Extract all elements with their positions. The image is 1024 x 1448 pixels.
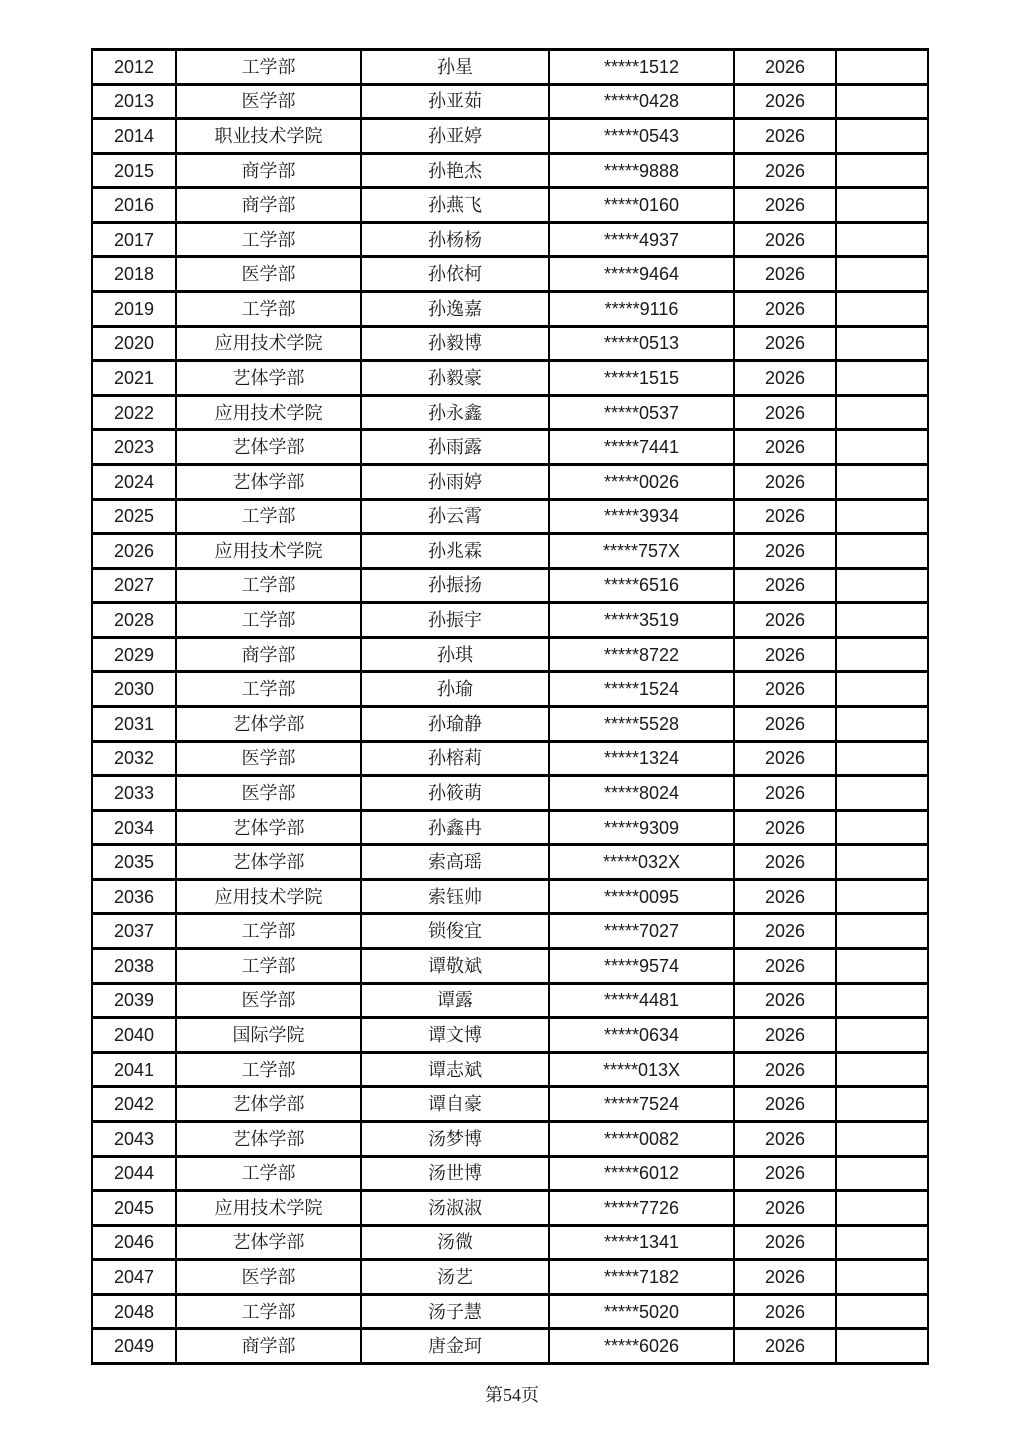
id-cell: *****757X xyxy=(549,534,734,569)
seq-cell: 2048 xyxy=(92,1294,176,1329)
table-row xyxy=(92,810,928,845)
year-cell: 2026 xyxy=(734,1260,836,1295)
year-cell: 2026 xyxy=(734,949,836,984)
id-cell: *****0634 xyxy=(549,1018,734,1053)
department-cell: 工学部 xyxy=(176,499,361,534)
id-cell: *****032X xyxy=(549,845,734,880)
id-cell: *****1324 xyxy=(549,741,734,776)
year-cell: 2026 xyxy=(734,1018,836,1053)
empty-cell xyxy=(836,464,928,499)
year-cell: 2026 xyxy=(734,430,836,465)
table-row xyxy=(92,879,928,914)
year-cell: 2026 xyxy=(734,326,836,361)
year-cell: 2026 xyxy=(734,1121,836,1156)
empty-cell xyxy=(836,741,928,776)
seq-cell: 2030 xyxy=(92,672,176,707)
page-number: 第54页 xyxy=(485,1385,539,1405)
id-cell: *****0160 xyxy=(549,188,734,223)
table-row xyxy=(92,1018,928,1053)
name-cell: 汤子慧 xyxy=(361,1294,549,1329)
table-row xyxy=(92,326,928,361)
seq-cell: 2014 xyxy=(92,119,176,154)
department-cell: 艺体学部 xyxy=(176,361,361,396)
id-cell: *****0513 xyxy=(549,326,734,361)
department-cell: 应用技术学院 xyxy=(176,395,361,430)
id-cell: *****9464 xyxy=(549,257,734,292)
document-page-body xyxy=(91,48,929,1365)
table-row xyxy=(92,499,928,534)
table-row xyxy=(92,395,928,430)
department-cell: 工学部 xyxy=(176,914,361,949)
year-cell: 2026 xyxy=(734,914,836,949)
name-cell: 孙燕飞 xyxy=(361,188,549,223)
table-row xyxy=(92,1156,928,1191)
id-cell: *****1512 xyxy=(549,50,734,85)
empty-cell xyxy=(836,326,928,361)
empty-cell xyxy=(836,1329,928,1364)
name-cell: 孙榕莉 xyxy=(361,741,549,776)
department-cell: 应用技术学院 xyxy=(176,534,361,569)
year-cell: 2026 xyxy=(734,153,836,188)
id-cell: *****0082 xyxy=(549,1121,734,1156)
year-cell: 2026 xyxy=(734,1294,836,1329)
id-cell: *****9116 xyxy=(549,292,734,327)
department-cell: 艺体学部 xyxy=(176,810,361,845)
department-cell: 艺体学部 xyxy=(176,464,361,499)
seq-cell: 2043 xyxy=(92,1121,176,1156)
year-cell: 2026 xyxy=(734,1156,836,1191)
id-cell: *****7441 xyxy=(549,430,734,465)
table-row xyxy=(92,1294,928,1329)
empty-cell xyxy=(836,1121,928,1156)
department-cell: 工学部 xyxy=(176,50,361,85)
id-cell: *****1515 xyxy=(549,361,734,396)
name-cell: 唐金珂 xyxy=(361,1329,549,1364)
seq-cell: 2015 xyxy=(92,153,176,188)
student-roster-table xyxy=(91,48,929,1365)
empty-cell xyxy=(836,1156,928,1191)
id-cell: *****0428 xyxy=(549,84,734,119)
name-cell: 孙振扬 xyxy=(361,568,549,603)
year-cell: 2026 xyxy=(734,1052,836,1087)
name-cell: 孙雨露 xyxy=(361,430,549,465)
id-cell: *****1341 xyxy=(549,1225,734,1260)
seq-cell: 2013 xyxy=(92,84,176,119)
table-row xyxy=(92,776,928,811)
year-cell: 2026 xyxy=(734,983,836,1018)
seq-cell: 2035 xyxy=(92,845,176,880)
seq-cell: 2044 xyxy=(92,1156,176,1191)
name-cell: 汤艺 xyxy=(361,1260,549,1295)
table-row xyxy=(92,119,928,154)
empty-cell xyxy=(836,1018,928,1053)
department-cell: 工学部 xyxy=(176,603,361,638)
seq-cell: 2016 xyxy=(92,188,176,223)
table-row xyxy=(92,1052,928,1087)
department-cell: 应用技术学院 xyxy=(176,879,361,914)
seq-cell: 2025 xyxy=(92,499,176,534)
id-cell: *****4481 xyxy=(549,983,734,1018)
table-row xyxy=(92,188,928,223)
seq-cell: 2023 xyxy=(92,430,176,465)
name-cell: 孙雨婷 xyxy=(361,464,549,499)
empty-cell xyxy=(836,706,928,741)
name-cell: 孙依柯 xyxy=(361,257,549,292)
seq-cell: 2027 xyxy=(92,568,176,603)
name-cell: 汤淑淑 xyxy=(361,1191,549,1226)
seq-cell: 2020 xyxy=(92,326,176,361)
empty-cell xyxy=(836,879,928,914)
name-cell: 孙星 xyxy=(361,50,549,85)
year-cell: 2026 xyxy=(734,1329,836,1364)
year-cell: 2026 xyxy=(734,879,836,914)
empty-cell xyxy=(836,776,928,811)
name-cell: 孙瑜静 xyxy=(361,706,549,741)
year-cell: 2026 xyxy=(734,1087,836,1122)
department-cell: 医学部 xyxy=(176,741,361,776)
empty-cell xyxy=(836,637,928,672)
name-cell: 孙瑜 xyxy=(361,672,549,707)
table-row xyxy=(92,84,928,119)
id-cell: *****6026 xyxy=(549,1329,734,1364)
department-cell: 医学部 xyxy=(176,1260,361,1295)
year-cell: 2026 xyxy=(734,776,836,811)
year-cell: 2026 xyxy=(734,464,836,499)
year-cell: 2026 xyxy=(734,1225,836,1260)
id-cell: *****1524 xyxy=(549,672,734,707)
empty-cell xyxy=(836,361,928,396)
table-row xyxy=(92,361,928,396)
name-cell: 谭自豪 xyxy=(361,1087,549,1122)
name-cell: 汤世博 xyxy=(361,1156,549,1191)
table-row xyxy=(92,50,928,85)
year-cell: 2026 xyxy=(734,119,836,154)
id-cell: *****6516 xyxy=(549,568,734,603)
table-row xyxy=(92,672,928,707)
year-cell: 2026 xyxy=(734,534,836,569)
seq-cell: 2039 xyxy=(92,983,176,1018)
empty-cell xyxy=(836,153,928,188)
id-cell: *****7726 xyxy=(549,1191,734,1226)
table-row xyxy=(92,706,928,741)
seq-cell: 2038 xyxy=(92,949,176,984)
table-row xyxy=(92,464,928,499)
empty-cell xyxy=(836,395,928,430)
id-cell: *****0026 xyxy=(549,464,734,499)
id-cell: *****9888 xyxy=(549,153,734,188)
id-cell: *****0095 xyxy=(549,879,734,914)
name-cell: 汤微 xyxy=(361,1225,549,1260)
year-cell: 2026 xyxy=(734,845,836,880)
empty-cell xyxy=(836,1260,928,1295)
seq-cell: 2031 xyxy=(92,706,176,741)
year-cell: 2026 xyxy=(734,188,836,223)
year-cell: 2026 xyxy=(734,603,836,638)
name-cell: 孙逸嘉 xyxy=(361,292,549,327)
table-row xyxy=(92,1260,928,1295)
name-cell: 孙毅豪 xyxy=(361,361,549,396)
department-cell: 工学部 xyxy=(176,1052,361,1087)
name-cell: 孙亚茹 xyxy=(361,84,549,119)
name-cell: 孙亚婷 xyxy=(361,119,549,154)
year-cell: 2026 xyxy=(734,361,836,396)
year-cell: 2026 xyxy=(734,568,836,603)
name-cell: 孙振宇 xyxy=(361,603,549,638)
empty-cell xyxy=(836,1087,928,1122)
department-cell: 工学部 xyxy=(176,1294,361,1329)
department-cell: 工学部 xyxy=(176,292,361,327)
id-cell: *****9574 xyxy=(549,949,734,984)
id-cell: *****4937 xyxy=(549,222,734,257)
table-row xyxy=(92,1329,928,1364)
seq-cell: 2018 xyxy=(92,257,176,292)
seq-cell: 2012 xyxy=(92,50,176,85)
seq-cell: 2036 xyxy=(92,879,176,914)
empty-cell xyxy=(836,430,928,465)
department-cell: 工学部 xyxy=(176,1156,361,1191)
name-cell: 孙艳杰 xyxy=(361,153,549,188)
table-row xyxy=(92,257,928,292)
seq-cell: 2049 xyxy=(92,1329,176,1364)
seq-cell: 2045 xyxy=(92,1191,176,1226)
department-cell: 应用技术学院 xyxy=(176,1191,361,1226)
name-cell: 孙鑫冉 xyxy=(361,810,549,845)
year-cell: 2026 xyxy=(734,499,836,534)
name-cell: 索钰帅 xyxy=(361,879,549,914)
year-cell: 2026 xyxy=(734,1191,836,1226)
id-cell: *****3519 xyxy=(549,603,734,638)
name-cell: 孙杨杨 xyxy=(361,222,549,257)
year-cell: 2026 xyxy=(734,395,836,430)
table-row xyxy=(92,534,928,569)
table-row xyxy=(92,845,928,880)
table-row xyxy=(92,568,928,603)
year-cell: 2026 xyxy=(734,50,836,85)
department-cell: 工学部 xyxy=(176,949,361,984)
seq-cell: 2046 xyxy=(92,1225,176,1260)
empty-cell xyxy=(836,119,928,154)
department-cell: 应用技术学院 xyxy=(176,326,361,361)
seq-cell: 2041 xyxy=(92,1052,176,1087)
seq-cell: 2042 xyxy=(92,1087,176,1122)
table-row xyxy=(92,1087,928,1122)
name-cell: 谭文博 xyxy=(361,1018,549,1053)
department-cell: 艺体学部 xyxy=(176,706,361,741)
name-cell: 谭敬斌 xyxy=(361,949,549,984)
name-cell: 孙永鑫 xyxy=(361,395,549,430)
empty-cell xyxy=(836,603,928,638)
department-cell: 艺体学部 xyxy=(176,430,361,465)
id-cell: *****9309 xyxy=(549,810,734,845)
department-cell: 商学部 xyxy=(176,153,361,188)
table-row xyxy=(92,914,928,949)
empty-cell xyxy=(836,499,928,534)
year-cell: 2026 xyxy=(734,84,836,119)
department-cell: 商学部 xyxy=(176,188,361,223)
empty-cell xyxy=(836,914,928,949)
name-cell: 谭志斌 xyxy=(361,1052,549,1087)
empty-cell xyxy=(836,292,928,327)
seq-cell: 2029 xyxy=(92,637,176,672)
year-cell: 2026 xyxy=(734,672,836,707)
id-cell: *****6012 xyxy=(549,1156,734,1191)
name-cell: 索高瑶 xyxy=(361,845,549,880)
table-row xyxy=(92,949,928,984)
name-cell: 孙毅博 xyxy=(361,326,549,361)
department-cell: 国际学院 xyxy=(176,1018,361,1053)
table-row xyxy=(92,153,928,188)
name-cell: 孙筱萌 xyxy=(361,776,549,811)
seq-cell: 2019 xyxy=(92,292,176,327)
department-cell: 职业技术学院 xyxy=(176,119,361,154)
department-cell: 艺体学部 xyxy=(176,1225,361,1260)
empty-cell xyxy=(836,257,928,292)
empty-cell xyxy=(836,672,928,707)
department-cell: 商学部 xyxy=(176,637,361,672)
year-cell: 2026 xyxy=(734,810,836,845)
seq-cell: 2021 xyxy=(92,361,176,396)
table-row xyxy=(92,1121,928,1156)
table-row xyxy=(92,1191,928,1226)
year-cell: 2026 xyxy=(734,706,836,741)
seq-cell: 2037 xyxy=(92,914,176,949)
id-cell: *****013X xyxy=(549,1052,734,1087)
seq-cell: 2040 xyxy=(92,1018,176,1053)
seq-cell: 2034 xyxy=(92,810,176,845)
seq-cell: 2028 xyxy=(92,603,176,638)
table-row xyxy=(92,430,928,465)
seq-cell: 2026 xyxy=(92,534,176,569)
id-cell: *****3934 xyxy=(549,499,734,534)
empty-cell xyxy=(836,534,928,569)
seq-cell: 2032 xyxy=(92,741,176,776)
name-cell: 孙琪 xyxy=(361,637,549,672)
seq-cell: 2047 xyxy=(92,1260,176,1295)
name-cell: 孙云霄 xyxy=(361,499,549,534)
empty-cell xyxy=(836,1225,928,1260)
name-cell: 汤梦博 xyxy=(361,1121,549,1156)
name-cell: 锁俊宜 xyxy=(361,914,549,949)
year-cell: 2026 xyxy=(734,292,836,327)
department-cell: 工学部 xyxy=(176,672,361,707)
id-cell: *****5528 xyxy=(549,706,734,741)
department-cell: 艺体学部 xyxy=(176,1087,361,1122)
id-cell: *****0543 xyxy=(549,119,734,154)
table-row xyxy=(92,292,928,327)
table-row xyxy=(92,983,928,1018)
department-cell: 商学部 xyxy=(176,1329,361,1364)
department-cell: 艺体学部 xyxy=(176,845,361,880)
empty-cell xyxy=(836,1052,928,1087)
empty-cell xyxy=(836,1294,928,1329)
department-cell: 医学部 xyxy=(176,257,361,292)
name-cell: 孙兆霖 xyxy=(361,534,549,569)
department-cell: 工学部 xyxy=(176,222,361,257)
table-row xyxy=(92,1225,928,1260)
name-cell: 谭露 xyxy=(361,983,549,1018)
id-cell: *****8722 xyxy=(549,637,734,672)
empty-cell xyxy=(836,949,928,984)
empty-cell xyxy=(836,1191,928,1226)
empty-cell xyxy=(836,222,928,257)
table-row xyxy=(92,603,928,638)
id-cell: *****0537 xyxy=(549,395,734,430)
department-cell: 工学部 xyxy=(176,568,361,603)
empty-cell xyxy=(836,188,928,223)
id-cell: *****7524 xyxy=(549,1087,734,1122)
table-row xyxy=(92,222,928,257)
id-cell: *****7182 xyxy=(549,1260,734,1295)
id-cell: *****5020 xyxy=(549,1294,734,1329)
seq-cell: 2033 xyxy=(92,776,176,811)
department-cell: 医学部 xyxy=(176,776,361,811)
empty-cell xyxy=(836,568,928,603)
year-cell: 2026 xyxy=(734,257,836,292)
id-cell: *****7027 xyxy=(549,914,734,949)
year-cell: 2026 xyxy=(734,222,836,257)
seq-cell: 2017 xyxy=(92,222,176,257)
empty-cell xyxy=(836,845,928,880)
empty-cell xyxy=(836,84,928,119)
year-cell: 2026 xyxy=(734,741,836,776)
year-cell: 2026 xyxy=(734,637,836,672)
student-roster-table-body xyxy=(92,50,928,1364)
id-cell: *****8024 xyxy=(549,776,734,811)
department-cell: 医学部 xyxy=(176,983,361,1018)
table-row xyxy=(92,741,928,776)
empty-cell xyxy=(836,810,928,845)
department-cell: 医学部 xyxy=(176,84,361,119)
empty-cell xyxy=(836,50,928,85)
empty-cell xyxy=(836,983,928,1018)
seq-cell: 2022 xyxy=(92,395,176,430)
table-row xyxy=(92,637,928,672)
seq-cell: 2024 xyxy=(92,464,176,499)
department-cell: 艺体学部 xyxy=(176,1121,361,1156)
